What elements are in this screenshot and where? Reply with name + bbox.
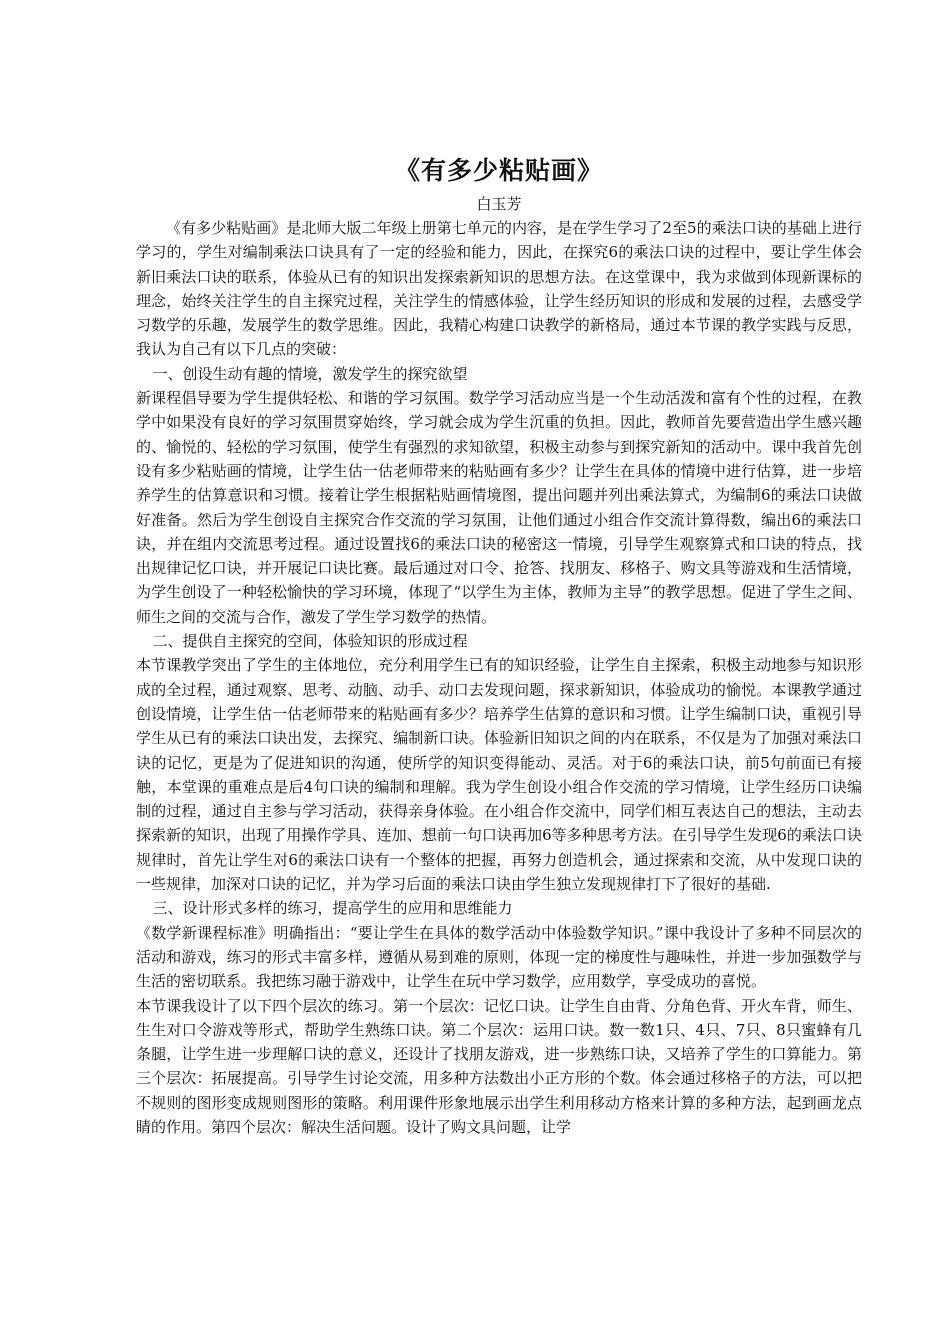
section-2-paragraph: 本节课教学突出了学生的主体地位，充分利用学生已有的知识经验，让学生自主探索，积极主动地参与知识形成的全过程，通过观察、思考、动脑、动手、动口去发现问题，探求新知识，体验成功的愉悦。本课教学通过创设情境，让学生估一估老师带来的粘贴画有多少？培养学生估算的意识和习惯。让学生编制口诀，重视引导学生从已有的乘法口诀出发，去探究、编制新口诀。体验新旧知识之间的内在联系，不仅是为了加强对乘法口诀的记忆，更是为了促进知识的沟通，使所学的知识变得能动、灵活。对于6的乘法口诀，前5句前面已有接触，本堂课的重难点是后4句口诀的编制和理解。我为学生创设小组合作交流的学习情境，让学生经历口诀编制的过程，通过自主参与学习活动，获得亲身体验。在小组合作交流中，同学们相互表达自己的想法，主动去探索新的知识，出现了用操作学具、连加、想前一句口诀再加6等多种思考方法。在引导学生发现6的乘法口诀规律时，首先让学生对6的乘法口诀有一个整体的把握，再努力创造机会，通过探索和交流，从中发现口诀的一些规律，加深对口诀的记忆，并为学习后面的乘法口诀由学生独立发现规律打下了很好的基础. bbox=[136, 656, 862, 894]
document-title: 《有多少粘贴画》 bbox=[394, 156, 603, 185]
section-3-paragraph-2: 本节课我设计了以下四个层次的练习。第一个层次：记忆口诀。让学生自由背、分角色背、开火车背，师生、生生对口令游戏等形式，帮助学生熟练口诀。第二个层次：运用口诀。数一数1只、4只、7只、8只蜜蜂有几条腿，让学生进一步理解口诀的意义，还设计了找朋友游戏，进一步熟练口诀，又培养了学生的口算能力。第三个层次：拓展提高。引导学生讨论交流，用多种方法数出小正方形的个数。体会通过移格子的方法，可以把不规则的图形变成规则图形的策略。利用课件形象地展示出学生利用移动方格来计算的多种方法，起到画龙点睛的作用。第四个层次：解决生活问题。设计了购文具问题，让学 bbox=[136, 996, 862, 1136]
document-page bbox=[136, 150, 862, 1139]
section-2-heading: 二、提供自主探究的空间，体验知识的形成过程 bbox=[152, 632, 468, 651]
section-1-paragraph: 新课程倡导要为学生提供轻松、和谐的学习氛围。数学学习活动应当是一个生动活泼和富有个性的过程，在教学中如果没有良好的学习氛围贯穿始终，学习就会成为学生沉重的负担。因此，教师首先要营造出学生感兴趣的、愉悦的、轻松的学习氛围，使学生有强烈的求知欲望，积极主动参与到探究新知的活动中。课中我首先创设有多少粘贴画的情境，让学生估一估老师带来的粘贴画有多少？让学生在具体的情境中进行估算，进一步培养学生的估算意识和习惯。接着让学生根据粘贴画情境图，提出问题并列出乘法算式，为编制6的乘法口诀做好准备。然后为学生创设自主探究合作交流的学习氛围，让他们通过小组合作交流计算得数，编出6的乘法口诀，并在组内交流思考过程。通过设置找6的乘法口诀的秘密这一情境，引导学生观察算式和口诀的特点，找出规律记忆口诀，并开展记口诀比赛。最后通过对口令、抢答、找朋友、移格子、购文具等游戏和生活情境，为学生创设了一种轻松愉快的学习环境，体现了“以学生为主体，教师为主导”的教学思想。促进了学生之间、师生之间的交流与合作，激发了学生学习数学的热情。 bbox=[136, 389, 862, 626]
section-3-paragraph-1: 《数学新课程标准》明确指出：“要让学生在具体的数学活动中体验数学知识。”课中我设计了多种不同层次的活动和游戏，练习的形式丰富多样，遵循从易到难的原则，体现一定的梯度性与趣味性，并进一步加强数学与生活的密切联系。我把练习融于游戏中，让学生在玩中学习数学，应用数学，享受成功的喜悦。 bbox=[136, 923, 862, 991]
intro-paragraph: 《有多少粘贴画》是北师大版二年级上册第七单元的内容，是在学生学习了2至5的乘法口诀的基础上进行学习的，学生对编制乘法口诀具有了一定的经验和能力，因此，在探究6的乘法口诀的过程中，要让学生体会新旧乘法口诀的联系，体验从已有的知识出发探索新知识的思想方法。在这堂课中，我为求做到体现新课标的理念，始终关注学生的自主探究过程，关注学生的情感体验，让学生经历知识的形成和发展的过程，去感受学习数学的乐趣，发展学生的数学思维。因此，我精心构建口诀教学的新格局，通过本节课的教学实践与反思，我认为自己有以下几点的突破： bbox=[136, 219, 862, 359]
section-1-heading: 一、创设生动有趣的情境，激发学生的探究欲望 bbox=[152, 364, 468, 383]
section-3-heading: 三、设计形式多样的练习，提高学生的应用和思维能力 bbox=[152, 899, 513, 918]
document-author: 白玉芳 bbox=[476, 195, 522, 213]
